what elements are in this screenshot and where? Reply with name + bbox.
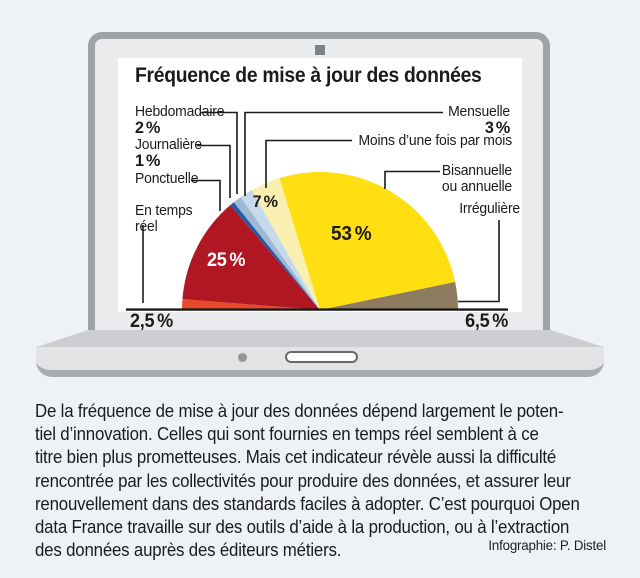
caption-line: renouvellement dans des standards faciles à adopter. C’est pourquoi Open	[35, 492, 580, 514]
chart-title: Fréquence de mise à jour des données	[135, 64, 482, 87]
leader-irreguliere	[458, 220, 499, 302]
infographic-credit: Infographie: P. Distel	[488, 537, 606, 553]
latch-button	[285, 351, 358, 363]
label-ponctuelle: Ponctuelle	[135, 170, 199, 187]
caption-line: De la fréquence de mise à jour des données dépend largement le poten-	[35, 400, 564, 421]
caption-line: tiel d’innovation. Celles qui sont fournies en temps réel semblent à ce	[35, 423, 539, 445]
laptop-base	[36, 347, 604, 377]
caption-line: titre bien plus prometteuses. Mais cet indicateur révèle aussi la difficulté	[35, 446, 557, 468]
leader-hebdomadaire	[200, 113, 237, 195]
label-bisannuelle: Bisannuelle ou annuelle	[441, 162, 512, 195]
caption-line: rencontrée par les collectivités pour produire des données, et assurer leur	[35, 469, 571, 491]
value-moins-une-fois: 7 %	[252, 192, 278, 211]
label-hebdomadaire: Hebdomadaire	[135, 103, 225, 120]
caption-line: des données auprès des éditeurs métiers.	[35, 539, 342, 561]
label-en-temps-reel: En temps réel	[135, 202, 193, 235]
value-ponctuelle: 25 %	[207, 250, 246, 271]
power-led-icon	[238, 353, 247, 362]
label-moins-une-fois: Moins d’une fois par mois	[358, 132, 512, 149]
pie-slices	[182, 172, 458, 310]
value-hebdomadaire: 2 %	[135, 118, 161, 137]
leader-journaliere	[197, 146, 230, 199]
caption-line: data France travaille sur des outils d’aide à la production, ou à l’extraction	[35, 515, 570, 537]
label-journaliere: Journalière	[135, 136, 202, 153]
value-irreguliere: 6,5 %	[465, 311, 508, 332]
value-mensuelle: 3 %	[484, 118, 510, 137]
label-mensuelle: Mensuelle	[448, 103, 510, 120]
value-bisannuelle: 53 %	[331, 223, 372, 245]
value-en-temps-reel: 2,5 %	[130, 311, 173, 332]
laptop-hinge	[36, 330, 604, 347]
label-irreguliere: Irrégulière	[459, 200, 520, 217]
value-journaliere: 1 %	[135, 151, 161, 170]
webcam-icon	[315, 45, 325, 55]
